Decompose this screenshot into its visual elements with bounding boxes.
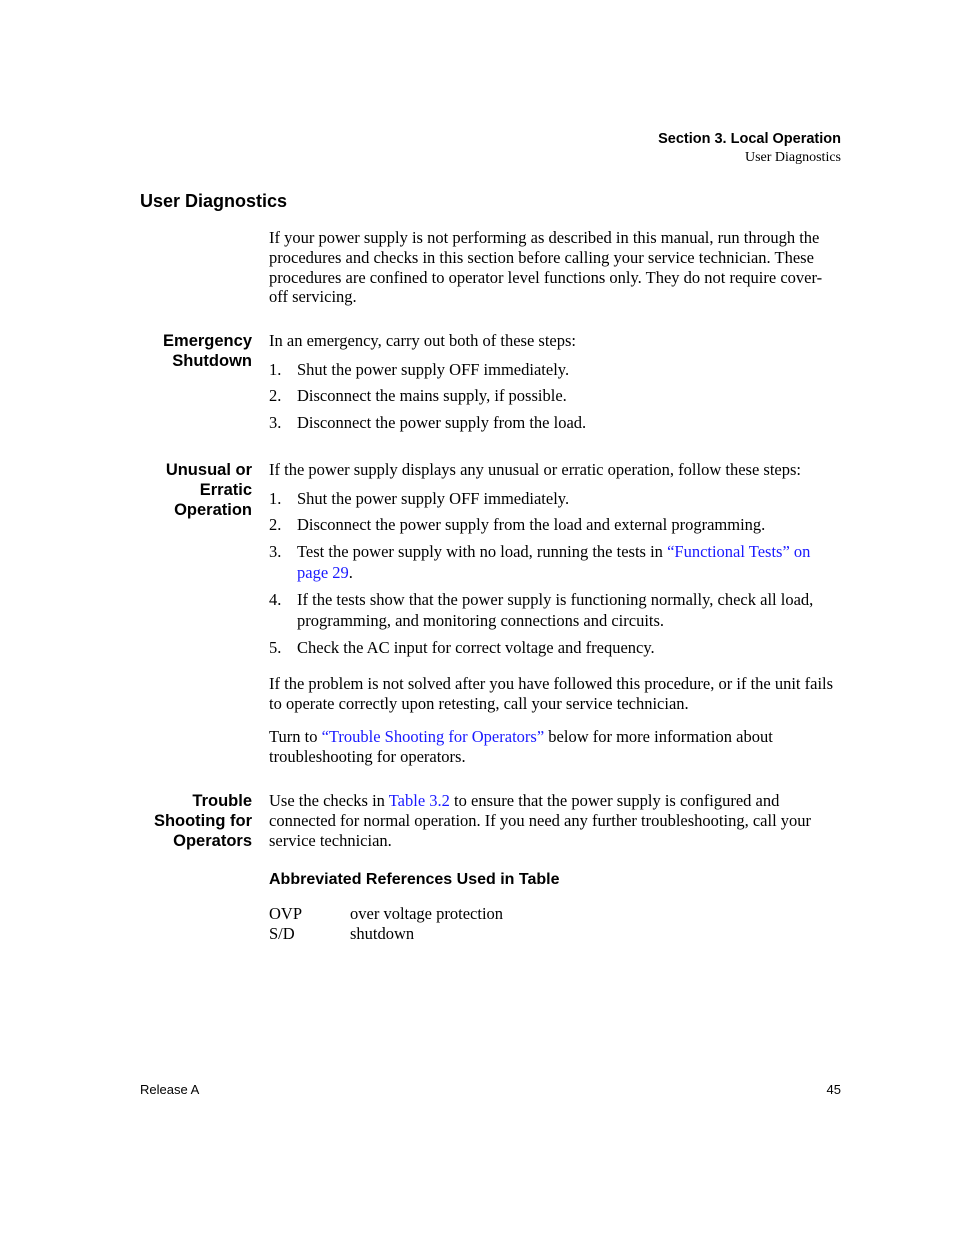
step-number: 4. (269, 590, 282, 609)
emergency-steps-list (269, 359, 841, 439)
step-number: 5. (269, 638, 282, 657)
trouble-text-before: Use the checks in (269, 791, 389, 810)
unusual-operation-heading (166, 460, 252, 520)
step-text-after: . (348, 563, 353, 582)
step-number: 3. (269, 542, 282, 561)
trouble-shooting-paragraph (269, 791, 841, 850)
abbreviation-key: OVP (269, 904, 303, 923)
functional-tests-link[interactable]: “Functional Tests” on page 29 (297, 542, 811, 582)
step-text (297, 541, 841, 583)
unusual-steps-list (269, 488, 841, 663)
step-text: Disconnect the mains supply, if possible. (297, 386, 567, 405)
step-number: 1. (269, 360, 282, 379)
step-text: Shut the power supply OFF immediately. (297, 489, 570, 508)
step-text: If the tests show that the power supply is functioning normally, check all load, programming, and monitoring connections and circuits. (297, 590, 814, 630)
step-text-before: Test the power supply with no load, running the tests in (297, 542, 668, 561)
turn-text-after: below for more information about troubleshooting for operators. (269, 727, 773, 766)
abbreviation-value: over voltage protection (350, 904, 504, 923)
trouble-shooting-link[interactable]: “Trouble Shooting for Operators” (321, 727, 545, 746)
step-text: Shut the power supply OFF immediately. (297, 360, 570, 379)
abbreviation-value: shutdown (350, 924, 415, 943)
trouble-heading-line3: Operators (173, 832, 252, 850)
step-number: 2. (269, 386, 282, 405)
step-number: 3. (269, 413, 282, 432)
step-text: Disconnect the power supply from the load. (297, 413, 587, 432)
running-header-section: Section 3. Local Operation (658, 131, 841, 147)
abbreviation-key: S/D (269, 924, 295, 943)
unusual-lead-text: If the power supply displays any unusual or erratic operation, follow these steps: (269, 460, 801, 479)
step-text: Check the AC input for correct voltage and frequency. (297, 638, 655, 657)
page-title: User Diagnostics (140, 191, 288, 211)
abbreviations-heading: Abbreviated References Used in Table (269, 871, 560, 888)
turn-text-before: Turn to (269, 727, 322, 746)
unusual-note-paragraph: If the problem is not solved after you have followed this procedure, or if the unit fails to operate correctly upon retesting, call your service technician. (269, 674, 834, 713)
step-text: Disconnect the power supply from the load and external programming. (297, 515, 766, 534)
emergency-heading-line2: Shutdown (172, 352, 252, 370)
emergency-lead-text: In an emergency, carry out both of these steps: (269, 331, 576, 350)
trouble-heading-line2: Shooting for (153, 812, 252, 830)
emergency-heading-line1: Emergency (163, 332, 252, 350)
step-number: 1. (269, 489, 282, 508)
turn-to-paragraph (269, 727, 841, 767)
table-3-2-link[interactable]: Table 3.2 (388, 791, 450, 810)
unusual-heading-line1: Unusual or (165, 461, 252, 479)
trouble-text-after: to ensure that the power supply is configured and connected for normal operation. If you need any further troubleshooting, call your service technician. (269, 791, 812, 850)
trouble-heading-line1: Trouble (192, 792, 252, 810)
footer-release: Release A (140, 1082, 200, 1097)
trouble-shooting-heading (154, 791, 252, 851)
step-number: 2. (269, 515, 282, 534)
emergency-shutdown-heading (163, 331, 252, 371)
footer-page-number: 45 (826, 1082, 841, 1097)
unusual-heading-line2: Erratic (199, 481, 252, 499)
running-header-subsection: User Diagnostics (744, 150, 841, 165)
unusual-heading-line3: Operation (174, 501, 252, 519)
intro-paragraph: If your power supply is not performing as described in this manual, run through the procedures and checks in this section before calling your service technician. These procedures are confined to operator level functions only. They do not require cover-off servicing. (269, 228, 823, 307)
